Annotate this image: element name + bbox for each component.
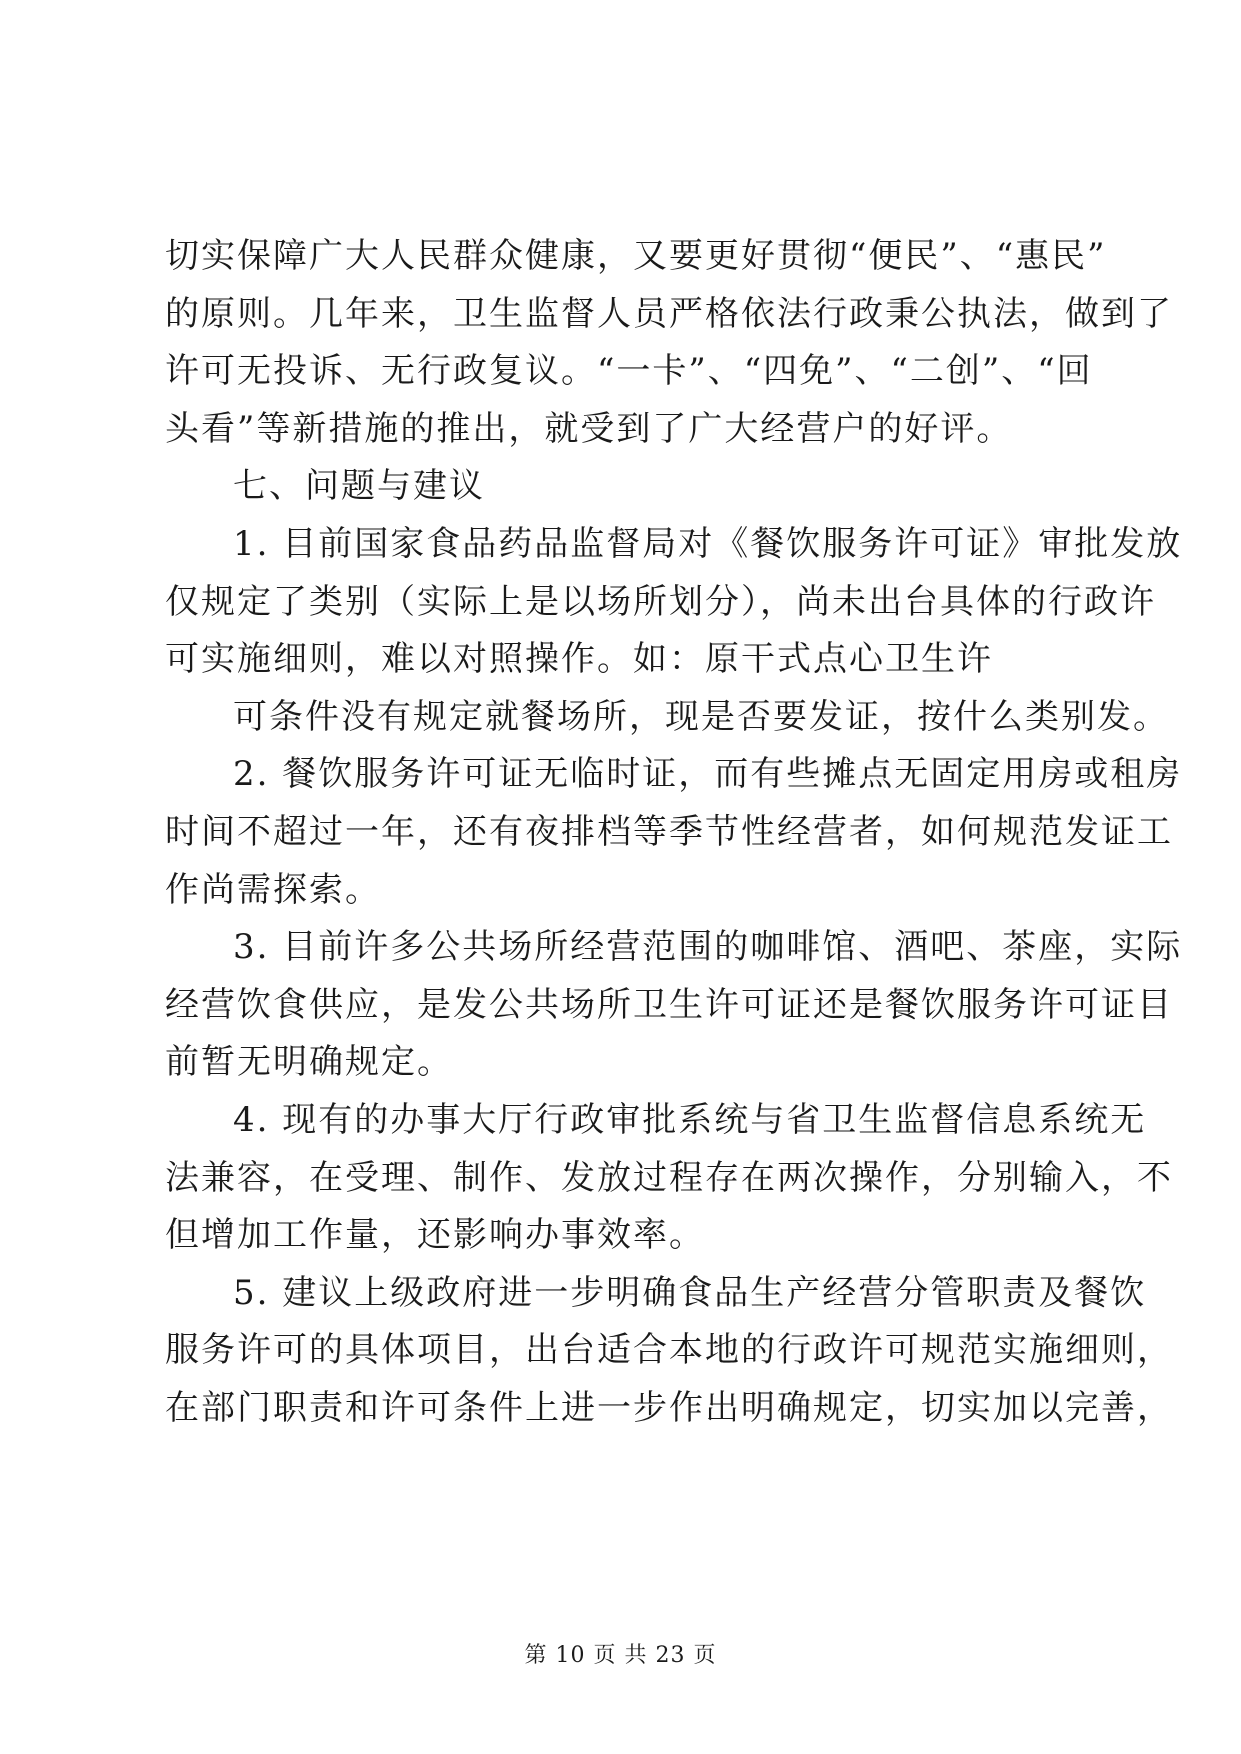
text-line: 的原则。几年来，卫生监督人员严格依法行政秉公执法，做到了 (165, 293, 1173, 334)
text-line: 可实施细则，难以对照操作。如：原干式点心卫生许 (165, 639, 993, 680)
text-line: 服务许可的具体项目，出台适合本地的行政许可规范实施细则， (165, 1330, 1173, 1371)
text-line: 许可无投诉、无行政复议。“一卡”、“四免”、“二创”、“回 (165, 351, 1093, 392)
text-line: 时间不超过一年，还有夜排档等季节性经营者，如何规范发证工 (165, 811, 1173, 852)
text-line: 5. 建议上级政府进一步明确食品生产经营分管职责及餐饮 (233, 1272, 1147, 1313)
text-line: 在部门职责和许可条件上进一步作出明确规定，切实加以完善， (165, 1387, 1173, 1428)
text-line: 但增加工作量，还影响办事效率。 (165, 1215, 705, 1256)
text-line: 1. 目前国家食品药品监督局对《餐饮服务许可证》审批发放 (233, 523, 1183, 564)
text-line: 前暂无明确规定。 (165, 1042, 453, 1083)
text-line: 仅规定了类别（实际上是以场所划分），尚未出台具体的行政许 (165, 581, 1156, 622)
text-line: 作尚需探索。 (165, 869, 381, 910)
text-line: 头看”等新措施的推出，就受到了广大经营户的好评。 (165, 408, 1013, 449)
body-text (165, 228, 1183, 1437)
text-line: 3. 目前许多公共场所经营范围的咖啡馆、酒吧、茶座，实际 (233, 927, 1183, 968)
section-heading: 七、问题与建议 (233, 466, 485, 507)
text-line: 可条件没有规定就餐场所，现是否要发证，按什么类别发。 (233, 696, 1169, 737)
text-line: 4. 现有的办事大厅行政审批系统与省卫生监督信息系统无 (233, 1099, 1147, 1140)
text-line: 法兼容，在受理、制作、发放过程存在两次操作，分别输入，不 (165, 1157, 1173, 1198)
text-line: 经营饮食供应，是发公共场所卫生许可证还是餐饮服务许可证目 (165, 984, 1173, 1025)
text-line: 2. 餐饮服务许可证无临时证，而有些摊点无固定用房或租房 (233, 754, 1183, 795)
text-line: 切实保障广大人民群众健康，又要更好贯彻“便民”、“惠民” (165, 236, 1107, 276)
page-footer: 第 10 页 共 23 页 (524, 1643, 717, 1668)
